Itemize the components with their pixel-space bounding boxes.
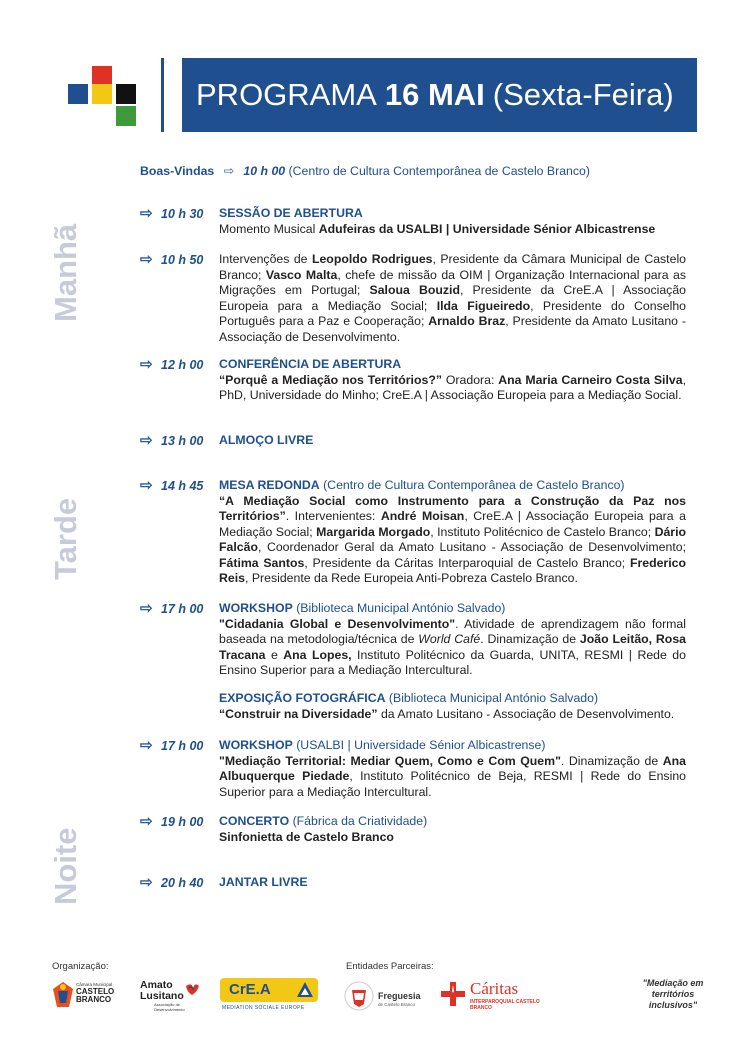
arrow-right-icon: ⇨: [140, 432, 153, 449]
agenda-item-mesa-redonda: MESA REDONDA (Centro de Cultura Contemporânea de Castelo Branco) “A Mediação Social como Instrumento para a Construção da Paz nos Territórios”. Intervenientes: André Moisan, CreE.A | Associação Europeia para a Mediação Social; Margarida Morgado, Instituto Politécnico de Castelo Branco; Dário Falcão, Coordenador Geral da Amato Lusitano - Associação de Desenvolvimento; Fátima Santos, Presidente da Cáritas Interparoquial de Castelo Branco; Frederico Reis, Presidente da Rede Europeia Anti-Pobreza Castelo Branco.: [219, 478, 686, 585]
amato-heart-icon: [184, 982, 200, 996]
item-time: 20 h 40: [161, 876, 204, 890]
arrow-right-icon: ⇨: [223, 164, 234, 178]
arrow-right-icon: ⇨: [140, 874, 153, 891]
arrow-right-icon: ⇨: [140, 356, 153, 373]
arrow-right-icon: ⇨: [140, 737, 153, 754]
agenda-item-concerto: CONCERTO (Fábrica da Criatividade) Sinfonietta de Castelo Branco: [219, 814, 428, 844]
agenda-item-workshop-mediacao: WORKSHOP (USALBI | Universidade Sénior Albicastrense) "Mediação Territorial: Mediar Quem, Como e Com Quem". Dinamização de Ana Albuquerque Piedade, Instituto Politécnico de Beja, RESMI | Rede do Ensino Superior para a Mediação Intercultural.: [219, 738, 686, 799]
page-title: PROGRAMA 16 MAI (Sexta-Feira): [182, 58, 697, 132]
agenda-item-conferencia: CONFERÊNCIA DE ABERTURA “Porquê a Mediação nos Territórios?” Oradora: Ana Maria Carneiro Costa Silva, PhD, Universidade do Minho; CreE.A | Associação Europeia para a Mediação Social.: [219, 357, 686, 402]
castelo-branco-emblem-icon: [52, 981, 74, 1009]
agenda-item-jantar: JANTAR LIVRE: [219, 875, 308, 889]
period-label-noite: Noite: [48, 827, 83, 905]
agenda-item-abertura: SESSÃO DE ABERTURA Momento Musical Adufeiras da USALBI | Universidade Sénior Albicastrense: [219, 206, 656, 236]
arrow-right-icon: ⇨: [140, 477, 153, 494]
item-time: 19 h 00: [161, 815, 204, 829]
arrow-right-icon: ⇨: [140, 813, 153, 830]
arrow-right-icon: ⇨: [140, 205, 153, 222]
agenda-item-almoco: ALMOÇO LIVRE: [219, 433, 314, 447]
item-time: 10 h 50: [161, 253, 204, 267]
period-label-tarde: Tarde: [48, 497, 83, 580]
header-divider: [161, 58, 164, 132]
castelo-branco-logo: Câmara Municipal CASTELO BRANCO: [52, 980, 124, 1010]
creea-logo: CrE.A MEDIATION SOCIALE EUROPE: [220, 978, 322, 1014]
item-time: 13 h 00: [161, 434, 204, 448]
org-label: Organização:: [52, 961, 109, 972]
item-time: 14 h 45: [161, 479, 204, 493]
brand-squares-logo: [68, 66, 142, 128]
arrow-right-icon: ⇨: [140, 600, 153, 617]
item-time: 10 h 30: [161, 207, 204, 221]
item-time: 12 h 00: [161, 358, 204, 372]
partners-label: Entidades Parceiras:: [346, 961, 434, 972]
freguesia-crest-icon: [344, 980, 374, 1012]
period-label-manha: Manhã: [48, 223, 83, 322]
creea-triangle-icon: [296, 981, 314, 999]
agenda-item-workshop-cidadania: WORKSHOP (Biblioteca Municipal António Salvado) "Cidadania Global e Desenvolvimento". Atividade de aprendizagem não formal baseada na metodologia/técnica de World Café. Dinamização de João Leitão, Rosa Tracana e Ana Lopes, Instituto Politécnico da Guarda, UNITA, RESMI | Rede do Ensino Superior para a Mediação Intercultural.: [219, 601, 686, 677]
item-time: 17 h 00: [161, 739, 204, 753]
tagline: "Mediação em territórios inclusivos": [642, 978, 704, 1010]
freguesia-logo: Freguesia de Castelo Branco: [344, 978, 424, 1014]
agenda-item-intervencoes: Intervenções de Leopoldo Rodrigues, Presidente da Câmara Municipal de Castelo Branco; Vasco Malta, chefe de missão da OIM | Organização Internacional para as Migrações em Portugal; Saloua Bouzid, Presidente da CreE.A | Associação Europeia para a Mediação Social; Ilda Figueiredo, Presidente do Conselho Português para a Paz e Cooperação; Arnaldo Braz, Presidente da Amato Lusitano - Associação de Desenvolvimento.: [219, 252, 687, 344]
item-time: 17 h 00: [161, 602, 204, 616]
caritas-logo: Cáritas INTERPAROQUIAL CASTELO BRANCO: [440, 978, 540, 1014]
amato-lusitano-logo: Amato Lusitano Associação de Desenvolvimento: [140, 980, 204, 1014]
boas-vindas-row: Boas-Vindas ⇨ 10 h 00 (Centro de Cultura Contemporânea de Castelo Branco): [140, 164, 590, 178]
arrow-right-icon: ⇨: [140, 251, 153, 268]
agenda-item-exposicao: EXPOSIÇÃO FOTOGRÁFICA (Biblioteca Municipal António Salvado) “Construir na Diversidade” da Amato Lusitano - Associação de Desenvolvimento.: [219, 691, 675, 721]
caritas-cross-icon: [440, 981, 466, 1007]
